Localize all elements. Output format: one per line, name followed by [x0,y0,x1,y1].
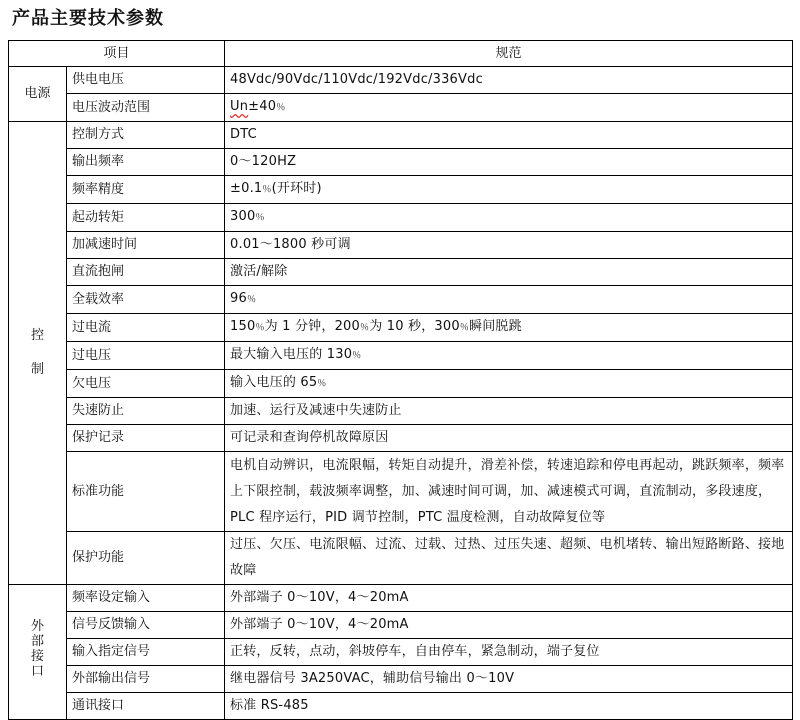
page-title: 产品主要技术参数 [12,8,164,29]
value-cell: 输入电压的 65％ [225,370,793,398]
value-cell: 外部端子 0～10V，4～20mA [225,612,793,639]
table-row [9,612,793,639]
table-row [9,666,793,693]
value-cell: 加速、运行及减速中失速防止 [225,398,793,425]
table-row [9,398,793,425]
item-cell: 电压波动范围 [67,94,225,122]
value-cell: 外部端子 0～10V，4～20mA [225,585,793,612]
item-cell: 控制方式 [67,122,225,149]
header-item: 项目 [9,41,225,67]
item-cell: 频率设定输入 [67,585,225,612]
table-row [9,314,793,342]
table-row [9,176,793,204]
value-cell: 继电器信号 3A250VAC，辅助信号输出 0～10V [225,666,793,693]
item-cell: 加减速时间 [67,232,225,259]
item-cell: 保护功能 [67,532,225,585]
item-cell: 全载效率 [67,286,225,314]
value-cell: 激活/解除 [225,259,793,286]
item-cell: 通讯接口 [67,693,225,720]
item-cell: 频率精度 [67,176,225,204]
header-spec: 规范 [225,41,793,67]
item-cell: 输入指定信号 [67,639,225,666]
value-cell: 电机自动辨识，电流限幅，转矩自动提升，滑差补偿，转速追踪和停电再起动，跳跃频率，频率上下限控制，载波频率调整，加、减速时间可调，加、减速模式可调，直流制动，多段速度，PLC 程序运行，PID 调节控制，PTC 温度检测，自动故障复位等 [225,452,793,532]
table-row [9,232,793,259]
table-row [9,425,793,452]
table-row [9,94,793,122]
table-row [9,286,793,314]
value-cell: 0～120HZ [225,149,793,176]
category-cell: 控 制 [9,122,67,585]
value-cell: 96％ [225,286,793,314]
item-cell: 失速防止 [67,398,225,425]
item-cell: 信号反馈输入 [67,612,225,639]
table-row [9,452,793,532]
spec-table [8,40,793,720]
item-cell: 欠电压 [67,370,225,398]
table-row [9,204,793,232]
value-cell: 0.01～1800 秒可调 [225,232,793,259]
category-cell: 电源 [9,67,67,122]
value-cell: 150％为 1 分钟，200％为 10 秒，300％瞬间脱跳 [225,314,793,342]
value-cell: 48Vdc/90Vdc/110Vdc/192Vdc/336Vdc [225,67,793,94]
table-row [9,259,793,286]
value-cell: 可记录和查询停机故障原因 [225,425,793,452]
table-row [9,585,793,612]
table-row [9,342,793,370]
item-cell: 过电压 [67,342,225,370]
table-row [9,67,793,94]
value-cell: 标准 RS-485 [225,693,793,720]
table-row [9,149,793,176]
table-row [9,693,793,720]
item-cell: 直流抱闸 [67,259,225,286]
value-cell: Un±40％ [225,94,793,122]
item-cell: 标准功能 [67,452,225,532]
value-cell: 正转，反转，点动，斜坡停车，自由停车，紧急制动，端子复位 [225,639,793,666]
value-cell: 最大输入电压的 130％ [225,342,793,370]
header-row [9,41,793,67]
table-row [9,639,793,666]
value-cell: ±0.1％(开环时) [225,176,793,204]
table-row [9,370,793,398]
value-cell: DTC [225,122,793,149]
item-cell: 过电流 [67,314,225,342]
item-cell: 供电电压 [67,67,225,94]
item-cell: 外部输出信号 [67,666,225,693]
category-cell: 外 部 接 口 [9,585,67,720]
value-cell: 过压、欠压、电流限幅、过流、过载、过热、过压失速、超频、电机堵转、输出短路断路、接地故障 [225,532,793,585]
item-cell: 起动转矩 [67,204,225,232]
table-row [9,532,793,585]
item-cell: 输出频率 [67,149,225,176]
item-cell: 保护记录 [67,425,225,452]
table-row [9,122,793,149]
value-cell: 300％ [225,204,793,232]
